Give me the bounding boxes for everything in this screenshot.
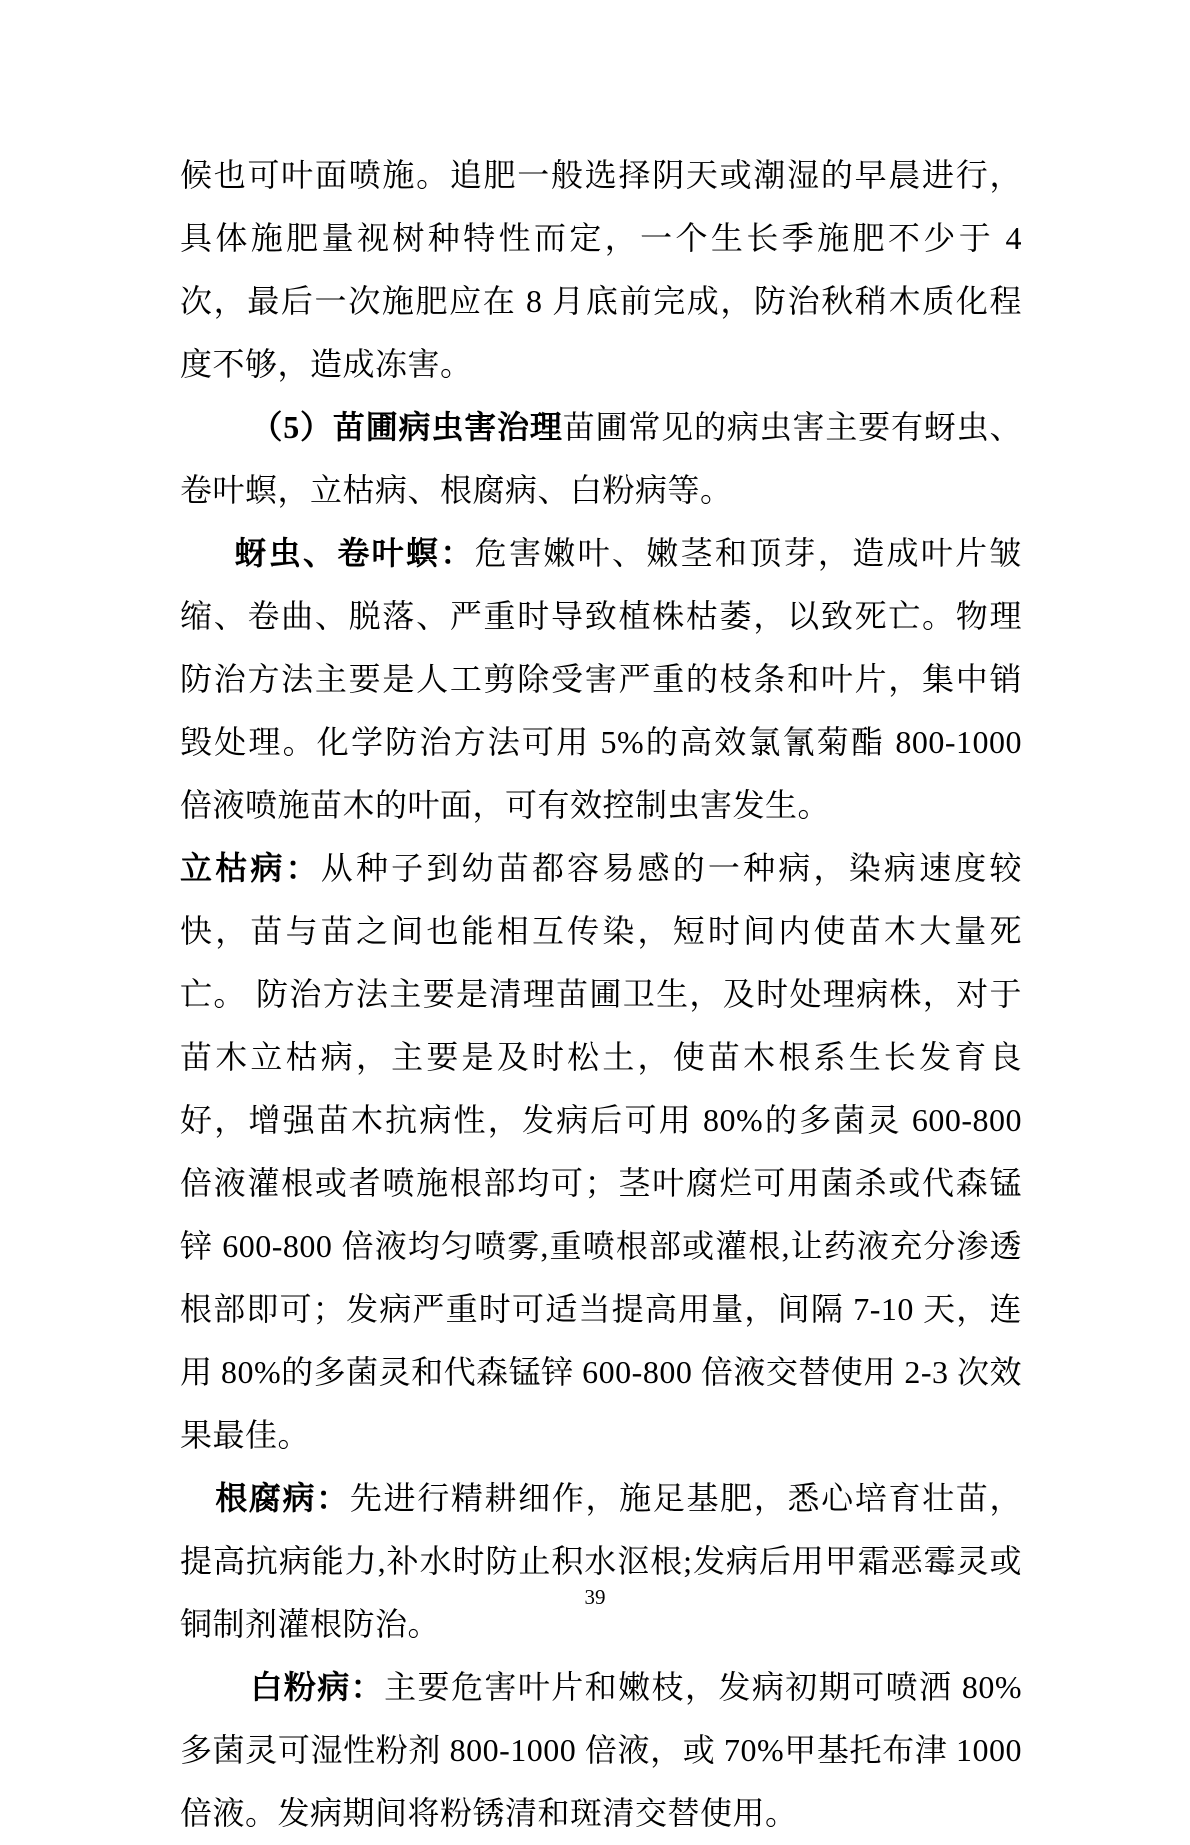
paragraph-text: 从种子到幼苗都容易感的一种病，染病速度较快，苗与苗之间也能相互传染，短时间内使苗木大量死亡。 防治方法主要是清理苗圃卫生，及时处理病株，对于苗木立枯病，主要是及时松土，使苗木根系生长发育良好，增强苗木抗病性，发病后可用 80%的多菌灵 600-800 倍液灌根或者喷施根部均可；茎叶腐烂可用菌杀或代森锰锌 600-800 倍液均匀喷雾,重喷根部或灌根,让药液充分渗透根部即可；发病严重时可适当提高用量，间隔 7-10 天，连用 80%的多菌灵和代森锰锌 600-800 倍液交替使用 2-3 次效果最佳。 xyxy=(180,850,1022,1453)
paragraph-powdery-mildew xyxy=(180,1656,1022,1845)
page-number: 39 xyxy=(584,1585,606,1609)
paragraph-text: 主要危害叶片和嫩枝，发病初期可喷洒 80%多菌灵可湿性粉剂 800-1000 倍液，或 70%甲基托布津 1000 倍液。发病期间将粉锈清和斑清交替使用。 xyxy=(180,1669,1022,1831)
paragraph-heading-root-rot: 根腐病： xyxy=(215,1480,350,1516)
paragraph-pest-overview xyxy=(180,396,1022,522)
paragraph-text: 危害嫩叶、嫩茎和顶芽，造成叶片皱缩、卷曲、脱落、严重时导致植株枯萎，以致死亡。物理防治方法主要是人工剪除受害严重的枝条和叶片，集中销毁处理。化学防治方法可用 5%的高效氯氰菊酯 800-1000 倍液喷施苗木的叶面，可有效控制虫害发生。 xyxy=(180,535,1022,823)
paragraph-text: 苗圃常见的病虫害主要有蚜虫、卷叶螟，立枯病、根腐病、白粉病等。 xyxy=(180,409,1022,508)
paragraph-topdressing-continued xyxy=(180,144,1022,396)
paragraph-text: 先进行精耕细作，施足基肥，悉心培育壮苗，提高抗病能力,补水时防止积水沤根;发病后用甲霜恶霉灵或铜制剂灌根防治。 xyxy=(180,1480,1022,1642)
paragraph-aphid-leafroller xyxy=(180,522,1022,837)
paragraph-heading-damping-off: 立枯病： xyxy=(180,850,321,886)
paragraph-text: 候也可叶面喷施。追肥一般选择阴天或潮湿的早晨进行，具体施肥量视树种特性而定，一个生长季施肥不少于 4 次，最后一次施肥应在 8 月底前完成，防治秋稍木质化程度不够，造成冻害。 xyxy=(180,157,1022,382)
paragraph-heading-aphid-leafroller: 蚜虫、卷叶螟： xyxy=(234,535,475,571)
paragraph-root-rot xyxy=(180,1467,1022,1656)
paragraph-heading-pest-control: （5）苗圃病虫害治理 xyxy=(250,409,563,445)
paragraph-damping-off xyxy=(180,837,1022,1467)
paragraph-heading-powdery-mildew: 白粉病： xyxy=(250,1669,385,1705)
